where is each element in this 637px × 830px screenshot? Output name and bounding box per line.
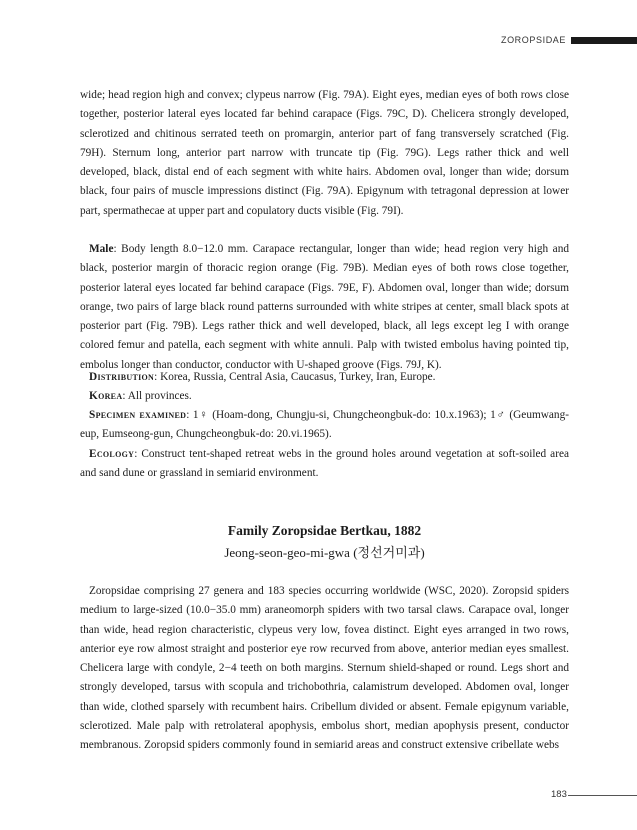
ecology-paragraph xyxy=(80,445,569,484)
page-number: 183 xyxy=(551,789,567,800)
ecology-label: Ecology xyxy=(89,448,135,460)
korea-text: : All provinces. xyxy=(122,390,192,402)
family-korean-name: Jeong-seon-geo-mi-gwa (정선거미과) xyxy=(224,545,425,560)
ecology-text: : Construct tent-shaped retreat webs in the ground holes around vegetation at soft-soiled area and sand dune or grassland in semiarid environment. xyxy=(80,448,569,480)
family-description: Zoropsidae comprising 27 genera and 183 species occurring worldwide (WSC, 2020). Zoropsid spiders medium to large-sized (10.0−35.0 mm) araneomorph spiders with two tarsal claws. Carapace oval, longer than wide, head region characteristic, clypeus very low, fovea distinct. Eight eyes arranged in two rows, anterior eye row almost straight and posterior eye row recurved from above, anterior median eyes smallest. Chelicera large with condyle, 2−4 teeth on both margins. Sternum shield-shaped or round. Legs short and strongly developed, tarsus with scopula and trichobothria, calamistrum developed. Abdomen oval, longer than wide, clothed sparsely with recumbent hairs. Cribellum divided or absent. Female epigynum variable, sclerotized. Male palp with retrolateral apophysis, embolus short, median apophysis present, conductor membranous. Zoropsid spiders commonly found in semiarid areas and construct extensive cribellate webs xyxy=(80,585,569,752)
male-label: Male xyxy=(89,243,114,255)
distribution-paragraph xyxy=(80,368,569,387)
running-head-title: ZOROPSIDAE xyxy=(500,35,566,45)
page-footer xyxy=(0,789,637,803)
specimen-examined-text: : 1♀ (Hoam-dong, Chungju-si, Chungcheongbuk-do: 10.x.1963); 1♂ (Geumwang-eup, Eumseong-gun, Chungcheongbuk-do: 20.vi.1965). xyxy=(80,409,569,441)
female-description-continued: wide; head region high and convex; clypeus narrow (Fig. 79A). Eight eyes, median eyes of both rows close together, posterior lateral eyes located far behind carapace (Figs. 79C, D). Chelicera strongly developed, sclerotized and chitinous serrated teeth on promargin, anterior part of fang transversely scratched (Fig. 79H). Sternum long, anterior part narrow with truncate tip (Fig. 79G). Legs rather thick and well developed, black, distal end of each segment with white hairs. Abdomen oval, longer than wide; dorsum black, four pairs of muscle impressions distinct (Fig. 79A). Epigynum with tetragonal depression at lower part, spermathecae at upper part and copulatory ducts visible (Fig. 79I). xyxy=(80,89,569,217)
specimen-examined-paragraph xyxy=(80,406,569,445)
male-description xyxy=(80,240,569,375)
korea-label: Korea xyxy=(89,390,123,402)
family-heading: Family Zoropsidae Bertkau, 1882 xyxy=(227,523,422,538)
footer-rule xyxy=(568,795,637,796)
distribution-text: : Korea, Russia, Central Asia, Caucasus, Turkey, Iran, Europe. xyxy=(154,371,436,383)
running-head xyxy=(0,34,637,48)
korea-paragraph xyxy=(80,387,569,406)
distribution-label: Distribution xyxy=(89,371,155,383)
male-text: : Body length 8.0−12.0 mm. Carapace rectangular, longer than wide; head region very high and black, posterior margin of thoracic region orange (Fig. 79B). Median eyes of both rows close together, posterior lateral eyes located far behind carapace (Figs. 79E, F). Abdomen oval, longer than wide; dorsum orange, two pairs of large black round patterns surrounded with white stripes at center, small black spots at posterior part (Fig. 79B). Legs rather thick and well developed, black, all legs except leg I with orange colored femur and patella, each segment with white annuli. Palp with twisted embolus having pointed tip, embolus longer than conductor, conductor with U-shaped groove (Figs. 79J, K). xyxy=(80,243,569,371)
running-head-bar xyxy=(571,37,637,44)
specimen-examined-label: Specimen examined xyxy=(89,409,187,421)
